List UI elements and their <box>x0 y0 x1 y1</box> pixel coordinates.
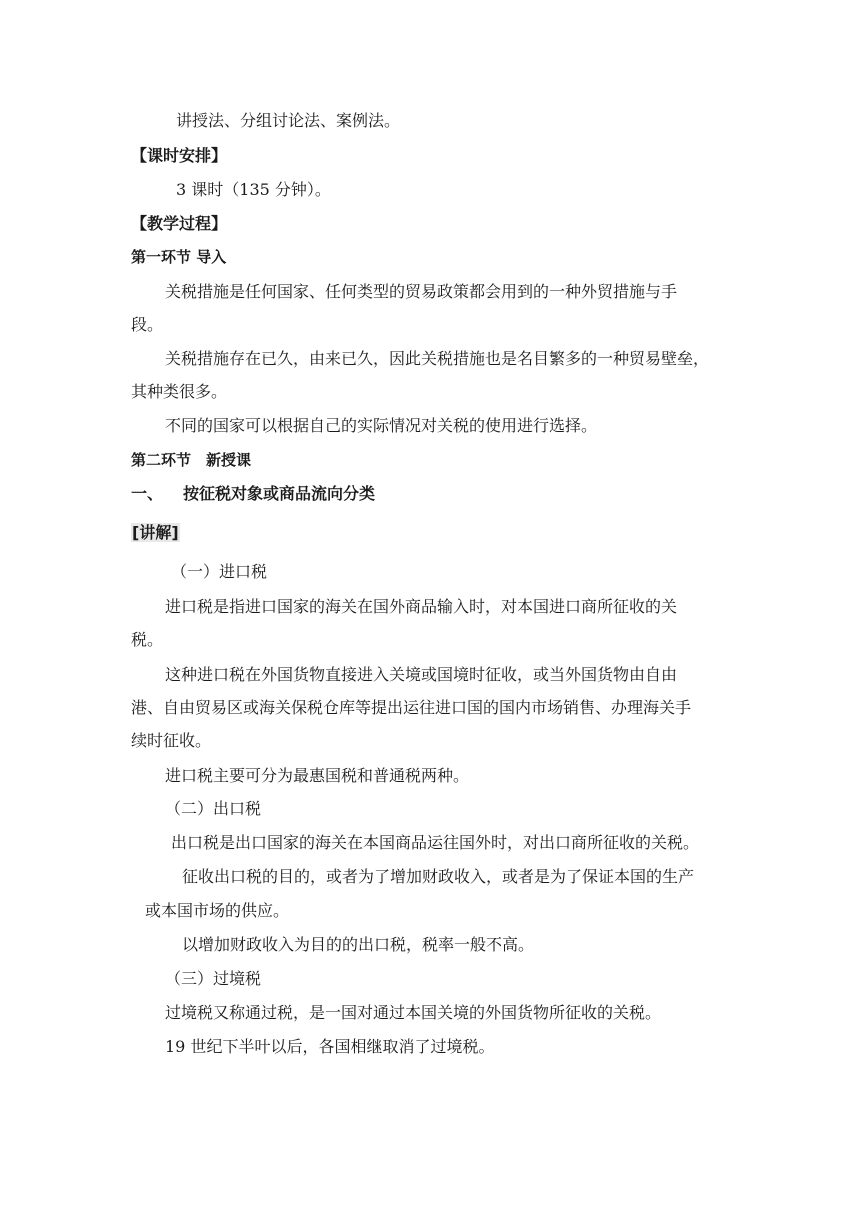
export-paragraph-2b: 或本国市场的供应。 <box>145 901 290 920</box>
import-paragraph-1b: 税。 <box>131 630 164 649</box>
import-paragraph-2b: 港、自由贸易区或海关保税仓库等提出运往进口国的国内市场销售、办理海关手 <box>131 698 692 717</box>
export-paragraph-2a: 征收出口税的目的，或者为了增加财政收入，或者是为了保证本国的生产 <box>182 867 695 886</box>
transit-paragraph-1: 过境税又称通过税，是一国对通过本国关境的外国货物所征收的关税。 <box>165 1003 662 1022</box>
import-paragraph-2c: 续时征收。 <box>131 731 212 750</box>
intro-paragraph-2a: 关税措施存在已久，由来已久，因此关税措施也是名目繁多的一种贸易壁垒， <box>165 349 710 368</box>
subheading-import-tax: （一）进口税 <box>171 562 268 581</box>
import-paragraph-3: 进口税主要可分为最惠国税和普通税两种。 <box>165 766 470 785</box>
import-paragraph-1a: 进口税是指进口国家的海关在国外商品输入时，对本国进口商所征收的关 <box>165 597 678 616</box>
step2-heading: 第二环节 新授课 <box>131 451 252 469</box>
lecture-tag-text: [讲解] <box>132 523 179 542</box>
lecture-tag <box>131 522 180 544</box>
teaching-methods-line: 讲授法、分组讨论法、案例法。 <box>176 111 401 130</box>
section1-number: 一、 <box>131 484 164 503</box>
process-heading: 【教学过程】 <box>131 214 228 233</box>
subheading-transit-tax: （三）过境税 <box>165 969 262 988</box>
export-paragraph-3: 以增加财政收入为目的的出口税，税率一般不高。 <box>182 935 535 954</box>
intro-paragraph-1b: 段。 <box>131 315 164 334</box>
transit-paragraph-2: 19 世纪下半叶以后，各国相继取消了过境税。 <box>165 1037 495 1056</box>
intro-paragraph-3: 不同的国家可以根据自己的实际情况对关税的使用进行选择。 <box>165 416 598 435</box>
schedule-text: 3 课时（135 分钟）。 <box>176 180 331 199</box>
schedule-heading: 【课时安排】 <box>131 146 228 165</box>
subheading-export-tax: （二）出口税 <box>165 799 262 818</box>
step1-heading: 第一环节 导入 <box>131 248 227 266</box>
section1-title: 按征税对象或商品流向分类 <box>183 484 376 503</box>
export-paragraph-1: 出口税是出口国家的海关在本国商品运往国外时，对出口商所征收的关税。 <box>171 833 700 852</box>
intro-paragraph-1a: 关税措施是任何国家、任何类型的贸易政策都会用到的一种外贸措施与手 <box>165 282 678 301</box>
import-paragraph-2a: 这种进口税在外国货物直接进入关境或国境时征收，或当外国货物由自由 <box>165 665 678 684</box>
intro-paragraph-2b: 其种类很多。 <box>131 382 228 401</box>
